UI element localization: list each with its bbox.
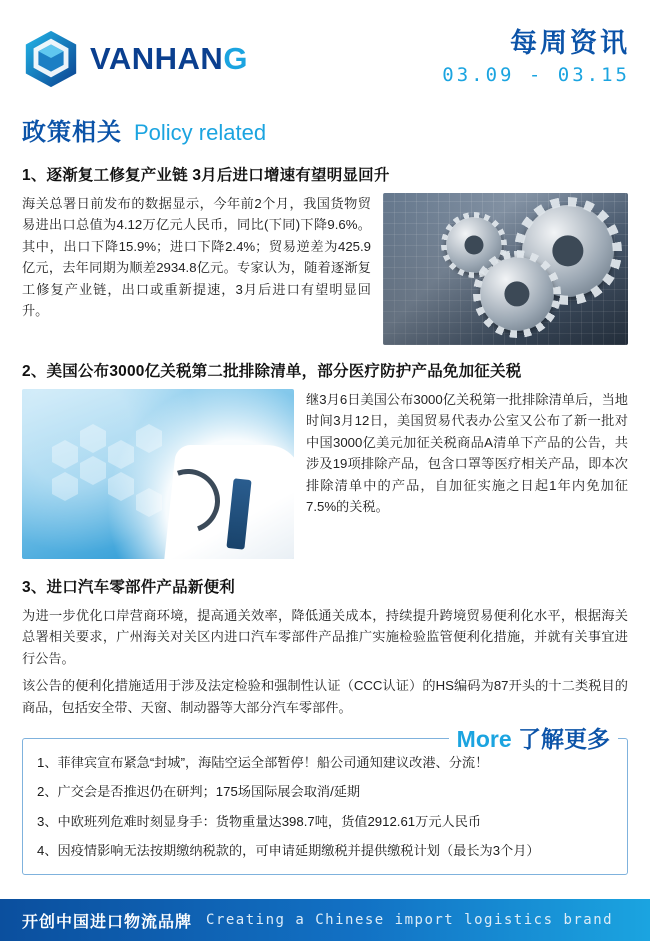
page-footer bbox=[0, 899, 650, 941]
article-2 bbox=[22, 389, 628, 559]
article-1 bbox=[22, 193, 628, 345]
article-2-title: 2、美国公布3000亿关税第二批排除清单，部分医疗防护产品免加征关税 bbox=[22, 363, 522, 380]
article-3-title: 3、进口汽车零部件产品新便利 bbox=[22, 579, 235, 596]
brand-lockup bbox=[20, 18, 248, 90]
article-2-body: 继3月6日美国公布3000亿关税第一批排除清单后，当地时间3月12日，美国贸易代表办公室又公布了新一批对中国3000亿美元加征关税商品A清单下产品的公告，共涉及19项排除产品，包含口罩等医疗相关产品，即本次排除清单中的产品，自加征实施之日起1年内免加征7.5%的关税。 bbox=[306, 392, 628, 514]
footer-slogan-cn: 开创中国进口物流品牌 bbox=[22, 913, 193, 931]
brand-wordmark bbox=[90, 41, 248, 77]
articles-container bbox=[0, 163, 650, 718]
section-title-en: Policy related bbox=[134, 120, 267, 145]
article-3-paragraph-2: 该公告的便利化措施适用于涉及法定检验和强制性认证（CCC认证）的HS编码为87开头的十二类税目的商品，包括安全带、天窗、制动器等大部分汽车零部件。 bbox=[22, 678, 628, 715]
more-list bbox=[22, 738, 628, 875]
more-heading bbox=[449, 721, 618, 754]
more-heading-en: More bbox=[456, 725, 512, 752]
article-1-body: 海关总署日前发布的数据显示，今年前2个月，我国货物贸易进出口总值为4.12万亿元人民币，同比(下同)下降9.6%。其中，出口下降15.9%；进口下降2.4%；贸易逆差为425.9亿元，去年同期为顺差2934.8亿元。专家认为，随着逐渐复工修复产业链，出口或重新提速，3月后进口有望明显回升。 bbox=[22, 196, 371, 318]
section-heading bbox=[0, 108, 650, 149]
article-3-paragraph-1: 为进一步优化口岸营商环境，提高通关效率，降低通关成本，持续提升跨境贸易便利化水平，根据海关总署相关要求，广州海关对关区内进口汽车零部件产品推广实施检验监管便利化措施，并就有关事宜进行公告。 bbox=[22, 608, 628, 666]
footer-slogan-en: Creating a Chinese import logistics brand bbox=[206, 912, 614, 928]
brand-accent-text: G bbox=[223, 41, 249, 76]
list-item: 2、广交会是否推迟仍在研判；175场国际展会取消/延期 bbox=[37, 784, 361, 800]
more-section bbox=[22, 725, 628, 875]
brand-main-text: VANHAN bbox=[90, 41, 224, 76]
page-header bbox=[0, 0, 650, 108]
list-item: 1、菲律宾宣布紧急“封城”，海陆空运全部暂停！船公司通知建议改港、分流！ bbox=[37, 754, 489, 770]
issue-title: 每周资讯 bbox=[510, 28, 630, 59]
more-heading-cn: 了解更多 bbox=[518, 725, 610, 752]
article-1-title: 1、逐渐复工修复产业链 3月后进口增速有望明显回升 bbox=[22, 167, 390, 184]
hexagon-cube-logo-icon bbox=[20, 28, 82, 90]
medical-technology-photo bbox=[22, 389, 294, 559]
gears-on-blueprint-photo bbox=[383, 193, 628, 345]
issue-date-range: 03.09 - 03.15 bbox=[442, 63, 630, 86]
issue-info bbox=[442, 22, 630, 85]
list-item: 3、中欧班列危难时刻显身手：货物重量达398.7吨，货值2912.61万元人民币 bbox=[37, 813, 482, 829]
section-title-cn: 政策相关 bbox=[22, 119, 122, 146]
list-item: 4、因疫情影响无法按期缴纳税款的，可申请延期缴税并提供缴税计划（最长为3个月） bbox=[37, 843, 540, 859]
